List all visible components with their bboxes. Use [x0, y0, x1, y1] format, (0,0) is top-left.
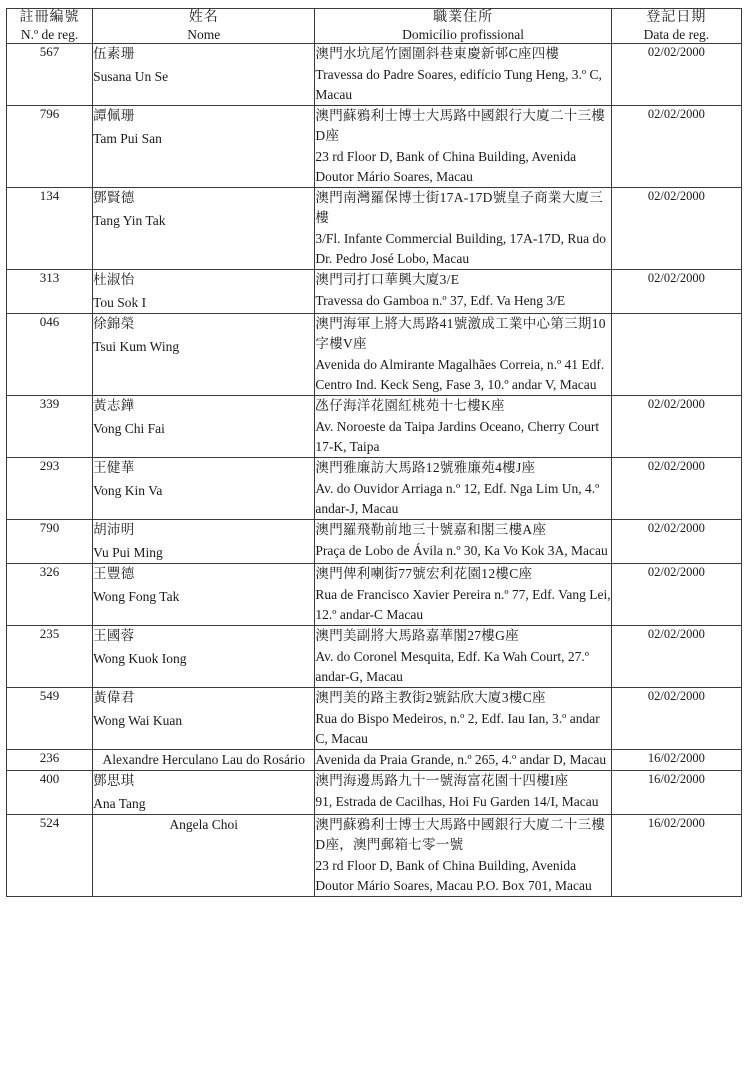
cell-registration-number: 549: [7, 688, 93, 750]
cell-registration-number: 524: [7, 815, 93, 897]
domicile-pt: 3/Fl. Infante Commercial Building, 17A-17D, Rua do Dr. Pedro José Lobo, Macau: [315, 231, 606, 266]
domicile-zh: 澳門海邊馬路九十一號海富花園十四樓I座: [315, 773, 569, 788]
cell-registration-number: 134: [7, 188, 93, 270]
table-row: [7, 750, 742, 771]
cell-registration-number: 293: [7, 458, 93, 520]
cell-registration-number: 236: [7, 750, 93, 771]
cell-registration-date: 02/02/2000: [611, 396, 741, 458]
cell-name: [93, 815, 315, 897]
registration-table: [6, 8, 742, 897]
table-row: [7, 771, 742, 815]
table-row: [7, 396, 742, 458]
header-row: [7, 9, 742, 44]
cell-registration-date: 02/02/2000: [611, 44, 741, 106]
name-zh: 鄧思琪: [93, 773, 135, 788]
domicile-pt: 23 rd Floor D, Bank of China Building, Avenida Doutor Mário Soares, Macau: [315, 149, 577, 184]
table-row: [7, 564, 742, 626]
cell-registration-date: 16/02/2000: [611, 771, 741, 815]
cell-name: [93, 188, 315, 270]
domicile-zh: 澳門海軍上將大馬路41號激成工業中心第三期10字樓V座: [315, 316, 606, 351]
cell-registration-date: 02/02/2000: [611, 520, 741, 564]
cell-registration-number: 400: [7, 771, 93, 815]
cell-domicile: [315, 314, 611, 396]
name-zh: 徐錦榮: [93, 316, 135, 331]
column-header-domicile-pt: Domicílio profissional: [402, 27, 525, 42]
cell-domicile: [315, 750, 611, 771]
cell-domicile: [315, 771, 611, 815]
table-body: [7, 44, 742, 897]
name-pt: Angela Choi: [169, 817, 239, 832]
cell-registration-date: 02/02/2000: [611, 626, 741, 688]
domicile-zh: 澳門水坑尾竹園圍斜巷東慶新邨C座四樓: [315, 46, 560, 61]
domicile-pt: Praça de Lobo de Ávila n.º 30, Ka Vo Kok 3A, Macau: [315, 543, 608, 558]
cell-name: [93, 44, 315, 106]
domicile-pt: Av. do Ouvidor Arriaga n.º 12, Edf. Nga Lim Un, 4.º andar-J, Macau: [315, 481, 600, 516]
cell-registration-date: 02/02/2000: [611, 688, 741, 750]
cell-domicile: [315, 188, 611, 270]
table-row: [7, 688, 742, 750]
cell-name: [93, 771, 315, 815]
cell-registration-number: 235: [7, 626, 93, 688]
name-pt: Tam Pui San: [93, 131, 162, 146]
name-pt: Tang Yin Tak: [93, 213, 166, 228]
name-zh: 王國蓉: [93, 628, 135, 643]
column-header-registration-number: [7, 9, 93, 44]
table-row: [7, 44, 742, 106]
column-header-date-zh: 登記日期: [646, 10, 707, 25]
cell-registration-date: 02/02/2000: [611, 564, 741, 626]
cell-name: [93, 106, 315, 188]
table-row: [7, 270, 742, 314]
column-header-registration-number-pt: N.º de reg.: [20, 27, 79, 42]
domicile-zh: 澳門羅飛勒前地三十號嘉和閣三樓A座: [315, 522, 547, 537]
name-zh: 伍素珊: [93, 46, 135, 61]
cell-registration-date: 02/02/2000: [611, 106, 741, 188]
domicile-pt: Rua de Francisco Xavier Pereira n.º 77, Edf. Vang Lei, 12.º andar-C Macau: [315, 587, 611, 622]
column-header-name-pt: Nome: [187, 27, 221, 42]
cell-name: [93, 520, 315, 564]
cell-registration-number: 339: [7, 396, 93, 458]
name-zh: 王健華: [93, 460, 135, 475]
cell-registration-date: 02/02/2000: [611, 270, 741, 314]
name-pt: Wong Wai Kuan: [93, 713, 183, 728]
name-pt: Wong Kuok Iong: [93, 651, 187, 666]
table-row: [7, 314, 742, 396]
table-row: [7, 106, 742, 188]
name-pt: Tou Sok I: [93, 295, 147, 310]
cell-name: [93, 458, 315, 520]
cell-name: [93, 626, 315, 688]
name-zh: 杜淑怡: [93, 272, 135, 287]
name-zh: 黃志鏵: [93, 398, 135, 413]
name-pt: Tsui Kum Wing: [93, 339, 180, 354]
cell-registration-number: 790: [7, 520, 93, 564]
domicile-zh: 澳門南灣羅保博士街17A-17D號皇子商業大廈三樓: [315, 190, 604, 225]
table-row: [7, 458, 742, 520]
column-header-registration-number-zh: 註冊編號: [19, 10, 80, 25]
name-pt: Vong Kin Va: [93, 483, 163, 498]
name-zh: 胡沛明: [93, 522, 135, 537]
column-header-domicile: [315, 9, 611, 44]
name-zh: 王豐德: [93, 566, 135, 581]
domicile-pt: 91, Estrada de Cacilhas, Hoi Fu Garden 14/I, Macau: [315, 794, 599, 809]
name-pt: Vong Chi Fai: [93, 421, 165, 436]
cell-registration-number: 796: [7, 106, 93, 188]
domicile-zh: 澳門司打口華興大廈3/E: [315, 272, 460, 287]
name-pt: Vu Pui Ming: [93, 545, 163, 560]
name-pt: Ana Tang: [93, 796, 146, 811]
domicile-pt: Avenida do Almirante Magalhães Correia, n.º 41 Edf. Centro Ind. Keck Seng, Fase 3, 10.º andar V, Macau: [315, 357, 605, 392]
cell-registration-number: 313: [7, 270, 93, 314]
column-header-domicile-zh: 職業住所: [433, 10, 494, 25]
cell-domicile: [315, 564, 611, 626]
table-row: [7, 188, 742, 270]
cell-domicile: [315, 458, 611, 520]
cell-domicile: [315, 688, 611, 750]
domicile-pt: Travessa do Padre Soares, edifício Tung Heng, 3.º C, Macau: [315, 67, 602, 102]
cell-registration-number: 326: [7, 564, 93, 626]
cell-domicile: [315, 520, 611, 564]
name-zh: 譚佩珊: [93, 108, 135, 123]
domicile-pt: Rua do Bispo Medeiros, n.º 2, Edf. Iau Ian, 3.º andar C, Macau: [315, 711, 600, 746]
cell-name: [93, 688, 315, 750]
cell-name: [93, 564, 315, 626]
cell-name: [93, 270, 315, 314]
table-row: [7, 626, 742, 688]
cell-name: [93, 750, 315, 771]
domicile-zh: 澳門蘇鴉利士博士大馬路中國銀行大廈二十三樓D座: [315, 108, 606, 143]
domicile-zh: 澳門俾利喇街77號宏利花園12樓C座: [315, 566, 533, 581]
cell-domicile: [315, 626, 611, 688]
cell-registration-date: 16/02/2000: [611, 750, 741, 771]
table-row: [7, 520, 742, 564]
table-row: [7, 815, 742, 897]
domicile-zh: 澳門蘇鴉利士博士大馬路中國銀行大廈二十三樓D座，澳門郵箱七零一號: [315, 817, 606, 852]
table-header: [7, 9, 742, 44]
cell-domicile: [315, 106, 611, 188]
column-header-date: [611, 9, 741, 44]
domicile-pt: Avenida da Praia Grande, n.º 265, 4.º andar D, Macau: [315, 752, 607, 767]
cell-name: [93, 314, 315, 396]
domicile-zh: 澳門美副將大馬路嘉華閣27樓G座: [315, 628, 519, 643]
name-zh: 黃偉君: [93, 690, 135, 705]
cell-domicile: [315, 815, 611, 897]
domicile-zh: 氹仔海洋花園紅桃苑十七樓K座: [315, 398, 505, 413]
cell-registration-number: 046: [7, 314, 93, 396]
column-header-name-zh: 姓名: [188, 10, 219, 25]
cell-registration-number: 567: [7, 44, 93, 106]
column-header-name: [93, 9, 315, 44]
cell-domicile: [315, 396, 611, 458]
domicile-pt: Travessa do Gamboa n.º 37, Edf. Va Heng 3/E: [315, 293, 566, 308]
name-pt: Wong Fong Tak: [93, 589, 180, 604]
domicile-zh: 澳門雅廉訪大馬路12號雅廉苑4樓J座: [315, 460, 536, 475]
domicile-zh: 澳門美的路主教街2號鈷欣大廈3樓C座: [315, 690, 546, 705]
domicile-pt: Av. do Coronel Mesquita, Edf. Ka Wah Court, 27.º andar-G, Macau: [315, 649, 589, 684]
cell-registration-date: 02/02/2000: [611, 188, 741, 270]
cell-name: [93, 396, 315, 458]
name-pt: Susana Un Se: [93, 69, 169, 84]
name-pt: Alexandre Herculano Lau do Rosário: [102, 752, 305, 767]
cell-registration-date: 02/02/2000: [611, 458, 741, 520]
column-header-date-pt: Data de reg.: [643, 27, 710, 42]
domicile-pt: 23 rd Floor D, Bank of China Building, Avenida Doutor Mário Soares, Macau P.O. Box 701, Macau: [315, 858, 592, 893]
cell-domicile: [315, 270, 611, 314]
domicile-pt: Av. Noroeste da Taipa Jardins Oceano, Cherry Court 17-K, Taipa: [315, 419, 600, 454]
name-zh: 鄧賢德: [93, 190, 135, 205]
cell-registration-date: 16/02/2000: [611, 815, 741, 897]
cell-registration-date: [611, 314, 741, 396]
cell-domicile: [315, 44, 611, 106]
